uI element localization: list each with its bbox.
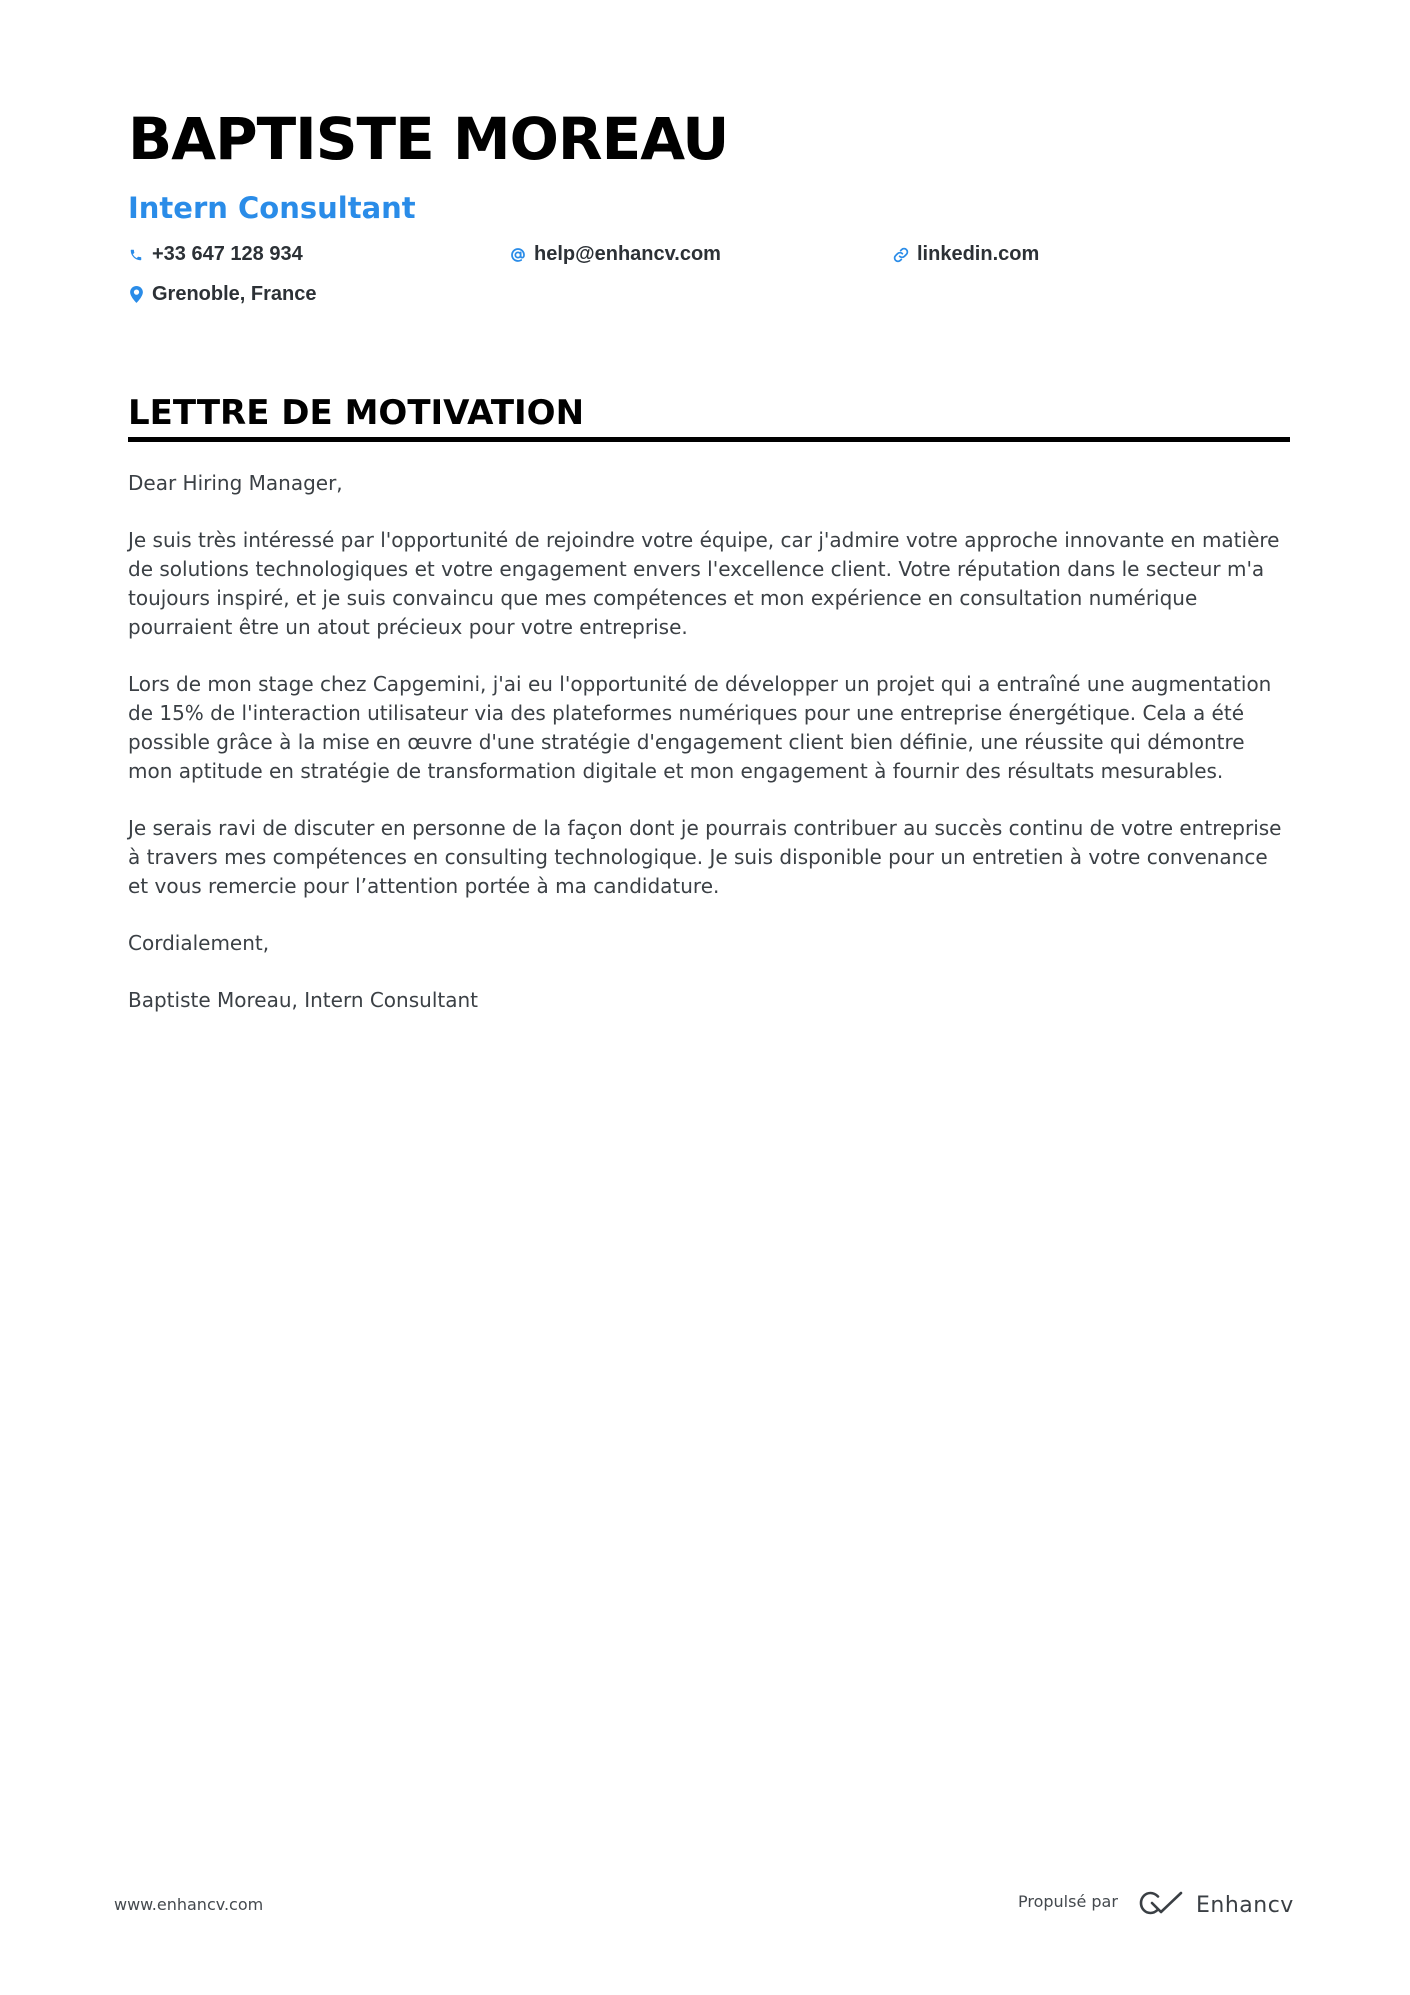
enhancv-logo-icon bbox=[1138, 1890, 1184, 1921]
section-divider bbox=[128, 437, 1290, 442]
letter-paragraph: Lors de mon stage chez Capgemini, j'ai eu l'opportunité de développer un projet qui a entraîné une augmentation de 15% de l'interaction utilisateur via des plateformes numériques pour une entreprise énergétique. Cela a été possible grâce à la mise en œuvre d'une stratégie d'engagement client bien définie, une réussite qui démontre mon aptitude en stratégie de transformation digitale et mon engagement à fournir des résultats mesurables. bbox=[128, 672, 1272, 783]
phone-text: +33 647 128 934 bbox=[152, 243, 303, 265]
job-title: Intern Consultant bbox=[128, 191, 416, 225]
contact-phone bbox=[128, 243, 303, 266]
phone-icon bbox=[128, 245, 144, 265]
footer-url: www.enhancv.com bbox=[114, 1895, 264, 1914]
email-text: help@enhancv.com bbox=[534, 243, 721, 265]
link-icon bbox=[893, 245, 909, 265]
location-text: Grenoble, France bbox=[152, 283, 317, 305]
linkedin-text: linkedin.com bbox=[917, 243, 1040, 265]
letter-paragraph: Je suis très intéressé par l'opportunité de rejoindre votre équipe, car j'admire votre approche innovante en matière de solutions technologiques et votre engagement envers l'excellence client. Votre réputation dans le secteur m'a toujours inspiré, et je suis convaincu que mes compétences et mon expérience en consultation numérique pourraient être un atout précieux pour votre entreprise. bbox=[128, 528, 1280, 639]
candidate-name: BAPTISTE MOREAU bbox=[128, 105, 729, 173]
letter-signature: Baptiste Moreau, Intern Consultant bbox=[128, 988, 478, 1012]
letter-body bbox=[128, 469, 1290, 1043]
map-pin-icon bbox=[128, 285, 144, 305]
footer-logo bbox=[1138, 1890, 1294, 1921]
letter-closing: Cordialement, bbox=[128, 931, 270, 955]
footer-brand: Enhancv bbox=[1196, 1893, 1294, 1918]
contact-email bbox=[510, 243, 721, 266]
contact-linkedin bbox=[893, 243, 1039, 266]
letter-greeting: Dear Hiring Manager, bbox=[128, 471, 343, 495]
at-icon bbox=[510, 245, 526, 265]
section-title: LETTRE DE MOTIVATION bbox=[128, 393, 585, 433]
letter-paragraph: Je serais ravi de discuter en personne de la façon dont je pourrais contribuer au succès continu de votre entreprise à travers mes compétences en consulting technologique. Je suis disponible pour un entretien à votre convenance et vous remercie pour l’attention portée à ma candidature. bbox=[128, 816, 1282, 898]
contact-location bbox=[128, 283, 317, 306]
footer-powered-by: Propulsé par bbox=[1018, 1892, 1118, 1911]
